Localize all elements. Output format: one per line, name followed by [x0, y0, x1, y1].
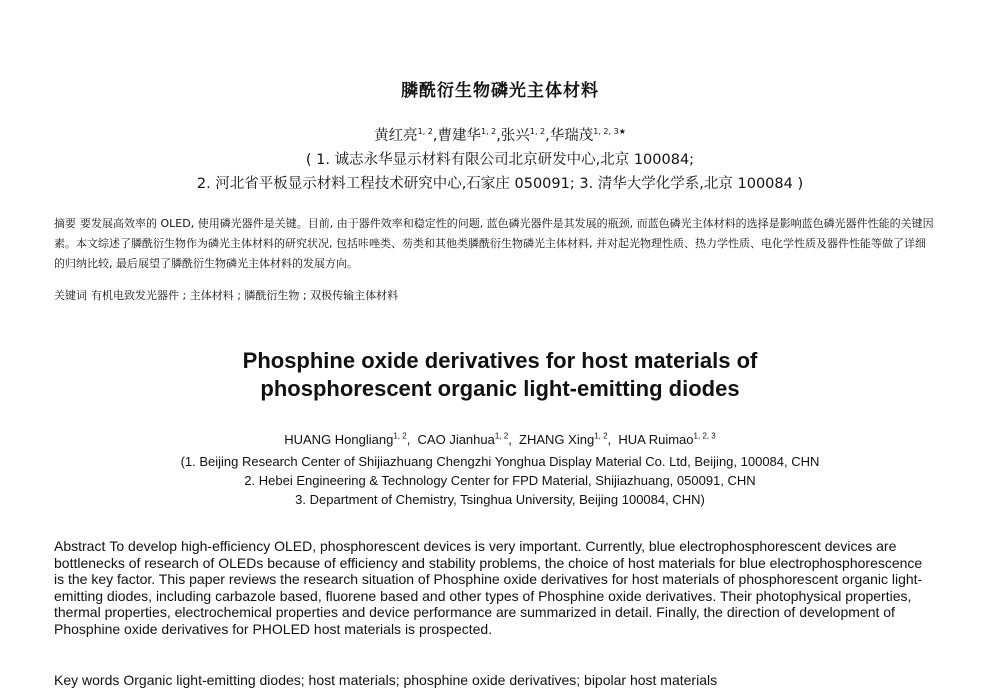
chinese-author-list [0, 124, 1000, 145]
english-affiliation-line-2: 2. Hebei Engineering & Technology Center for FPD Material, Shijiazhuang, 050091, CHN [244, 473, 756, 488]
english-author: ZHANG Xing$^{1, 2}$, [519, 431, 619, 447]
chinese-affiliation-line-1: ( 1. 诚志永华显示材料有限公司北京研发中心,北京 100084; [305, 152, 695, 168]
english-keywords-text: Organic light-emitting diodes; host materials; phosphine oxide derivatives; bipolar host materials [123, 672, 718, 688]
chinese-affiliation-line-2: 2. 河北省平板显示材料工程技术研究中心,石家庄 050091; 3. 清华大学化学系,北京 100084 ) [196, 176, 804, 192]
english-keywords [54, 672, 932, 688]
english-author: HUA Ruimao$^{1, 2, 3}$ [618, 431, 716, 447]
chinese-abstract [54, 214, 934, 274]
chinese-keywords [54, 286, 934, 306]
chinese-abstract-text: 要发展高效率的 OLED, 使用磷光器件是关键。目前, 由于器件效率和稳定性的问题, 蓝色磷光器件是其发展的瓶颈, 而蓝色磷光主体材料的选择是影响蓝色磷光器件性能的关键因素。本文综述了膦酰衍生物作为磷光主体材料的研究状况, 包括咔唑类、芴类和其他类膦酰衍生物磷光主体材料, 并对起光物理性质、热力学性质、电化学性质及器件性能等做了详细的归纳比较, 最后展望了膦酰衍生物磷光主体材料的发展方向。 [54, 217, 934, 270]
chinese-keywords-text: 有机电致发光器件 ; 主体材料 ; 膦酰衍生物 ; 双极传输主体材料 [91, 289, 399, 302]
english-affiliation-line-3: 3. Department of Chemistry, Tsinghua University, Beijing 100084, CHN) [295, 492, 705, 507]
english-title-line-1: Phosphine oxide derivatives for host materials of [242, 348, 758, 373]
english-affiliation-line-1: (1. Beijing Research Center of Shijiazhuang Chengzhi Yonghua Display Material Co. Ltd, Beijing, 100084, CHN [180, 454, 820, 469]
english-abstract-label: Abstract [54, 538, 106, 554]
english-author: HUANG Hongliang$^{1, 2}$, [284, 431, 418, 447]
chinese-abstract-label: 摘要 [54, 217, 76, 230]
english-keywords-label: Key words [54, 672, 120, 688]
chinese-author: 曹建华$^{1, 2}$, [437, 127, 501, 144]
english-author-list [0, 432, 1000, 447]
chinese-author: 华瑞茂$^{1, 2, 3★}$ [549, 127, 626, 144]
english-abstract-text: To develop high-efficiency OLED, phosphorescent devices is very important. Currently, blue electrophosphorescent devices are bottlenecks of research of OLEDs because of efficiency and stability problems, the choice of host materials for blue electrophosphorescence is the key factor. This paper reviews the research situation of Phosphine oxide derivatives for host materials of phosphorescent organic light-emitting diodes, including carbazole based, fluorene based and other types of Phosphine oxide derivatives. Their photophysical properties, thermal properties, electrochemical properties and device performance are summarized in detail. Finally, the direction of development of Phosphine oxide derivatives for PHOLED host materials is prospected. [54, 538, 923, 637]
english-author: CAO Jianhua$^{1, 2}$, [417, 431, 520, 447]
chinese-author: 黄红亮$^{1, 2}$, [374, 127, 438, 144]
english-abstract [54, 538, 932, 637]
chinese-title: 膦酰衍生物磷光主体材料 [401, 81, 599, 101]
chinese-keywords-label: 关键词 [54, 289, 87, 302]
english-title [0, 347, 1000, 403]
chinese-author: 张兴$^{1, 2}$, [500, 127, 550, 144]
english-title-line-2: phosphorescent organic light-emitting diodes [260, 376, 740, 401]
